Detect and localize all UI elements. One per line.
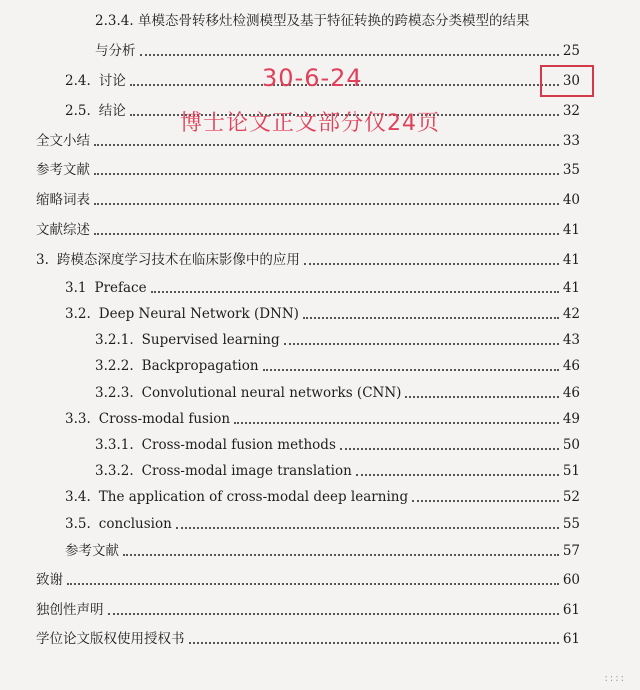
toc-number: 3.2. — [65, 306, 91, 322]
toc-page-number: 40 — [562, 192, 580, 208]
toc-number: 3.3.2. — [95, 463, 134, 479]
toc-entry-3-3-1 — [95, 436, 580, 454]
toc-entry-references — [36, 161, 580, 179]
dot-leader — [304, 262, 559, 265]
dot-leader — [356, 473, 559, 476]
toc-number: 3.2.1. — [95, 332, 134, 348]
toc-page-number: 41 — [562, 252, 580, 268]
dot-leader — [94, 172, 559, 175]
dot-leader — [412, 499, 559, 502]
toc-entry-3-2-3 — [95, 384, 580, 402]
toc-entry-abbreviations — [36, 191, 580, 209]
dot-leader — [140, 53, 559, 56]
page-number-highlight-box — [540, 65, 594, 97]
toc-entry-thanks — [36, 571, 580, 589]
toc-page-number: 32 — [562, 103, 580, 119]
toc-title: Deep Neural Network (DNN) — [98, 306, 299, 322]
toc-entry-chapter-3 — [36, 251, 580, 269]
toc-title: Preface — [94, 280, 147, 296]
dot-leader — [263, 368, 559, 371]
dot-leader — [234, 421, 559, 424]
toc-title: Convolutional neural networks (CNN) — [141, 385, 402, 401]
toc-page-number: 46 — [562, 385, 580, 401]
dot-leader — [303, 316, 559, 319]
corner-mark: :::: — [604, 673, 626, 684]
toc-title: 致谢 — [36, 572, 63, 588]
toc-number: 3.2.2. — [95, 358, 134, 374]
toc-number: 3.2.3. — [95, 385, 134, 401]
toc-entry-originality — [36, 601, 580, 619]
toc-title: 文献综述 — [36, 222, 90, 238]
toc-page-number: 43 — [562, 332, 580, 348]
toc-number: 3. — [36, 252, 49, 268]
toc-title: Backpropagation — [141, 358, 259, 374]
toc-page-number: 25 — [562, 43, 580, 59]
toc-entry-references-2 — [65, 542, 580, 560]
toc-number: 3.3.1. — [95, 437, 134, 453]
toc-entry-3-2-1 — [95, 331, 580, 349]
dot-leader — [284, 342, 559, 345]
toc-page-number: 50 — [562, 437, 580, 453]
toc-title: 学位论文版权使用授权书 — [36, 631, 185, 647]
toc-title: conclusion — [98, 516, 172, 532]
dot-leader — [94, 202, 559, 205]
toc-page-number: 30 — [562, 73, 580, 89]
toc-page-number: 51 — [562, 463, 580, 479]
toc-entry-2-3-4-line2 — [95, 42, 580, 60]
toc-number: 3.5. — [65, 516, 91, 532]
dot-leader — [151, 290, 559, 293]
toc-page-number: 42 — [562, 306, 580, 322]
toc-title: The application of cross-modal deep learning — [98, 489, 409, 505]
toc-entry-3-2-2 — [95, 357, 580, 375]
toc-title: 结论 — [98, 103, 126, 119]
toc-entry-2-3-4-line1 — [95, 12, 529, 30]
toc-page-number: 61 — [562, 602, 580, 618]
toc-page-number: 49 — [562, 411, 580, 427]
toc-page-number: 57 — [562, 543, 580, 559]
toc-title: 全文小结 — [36, 133, 90, 149]
toc-entry-3-3 — [65, 410, 580, 428]
annotation-note: 博士论文正文部分仅24页 — [180, 111, 440, 136]
toc-page-number: 60 — [562, 572, 580, 588]
toc-page-number: 55 — [562, 516, 580, 532]
toc-entry-3-1 — [65, 279, 580, 297]
toc-page-number: 41 — [562, 222, 580, 238]
dot-leader — [176, 526, 559, 529]
dot-leader — [67, 582, 559, 585]
toc-title: Supervised learning — [141, 332, 280, 348]
toc-title: 跨模态深度学习技术在临床影像中的应用 — [56, 252, 300, 268]
toc-title: 单模态骨转移灶检测模型及基于特征转换的跨模态分类模型的结果 — [137, 13, 530, 29]
toc-number: 2.5. — [65, 103, 91, 119]
toc-page-number: 61 — [562, 631, 580, 647]
dot-leader — [340, 447, 559, 450]
dot-leader — [108, 612, 559, 615]
toc-entry-3-5 — [65, 515, 580, 533]
toc-page-number: 52 — [562, 489, 580, 505]
toc-number: 2.3.4. — [95, 13, 134, 29]
toc-number: 3.4. — [65, 489, 91, 505]
toc-title: Cross-modal fusion — [98, 411, 231, 427]
toc-page-number: 33 — [562, 133, 580, 149]
annotation-date: 30-6-24 — [262, 64, 363, 92]
toc-entry-license — [36, 630, 580, 648]
toc-page-number: 35 — [562, 162, 580, 178]
toc-page-number: 41 — [562, 280, 580, 296]
dot-leader — [189, 641, 559, 644]
toc-title: 独创性声明 — [36, 602, 104, 618]
toc-title: Cross-modal image translation — [141, 463, 352, 479]
toc-entry-3-3-2 — [95, 462, 580, 480]
toc-title: 讨论 — [98, 73, 126, 89]
dot-leader — [94, 143, 559, 146]
dot-leader — [405, 395, 558, 398]
dot-leader — [123, 553, 559, 556]
toc-title: Cross-modal fusion methods — [141, 437, 336, 453]
toc-page-number: 46 — [562, 358, 580, 374]
toc-number: 3.1 — [65, 280, 87, 296]
toc-title: 参考文献 — [65, 543, 119, 559]
toc-title: 缩略词表 — [36, 192, 90, 208]
toc-entry-3-2 — [65, 305, 580, 323]
toc-title: 参考文献 — [36, 162, 90, 178]
toc-number: 3.3. — [65, 411, 91, 427]
toc-title: 与分析 — [95, 43, 136, 59]
toc-entry-3-4 — [65, 488, 580, 506]
dot-leader — [94, 232, 559, 235]
toc-number: 2.4. — [65, 73, 91, 89]
toc-entry-review — [36, 221, 580, 239]
